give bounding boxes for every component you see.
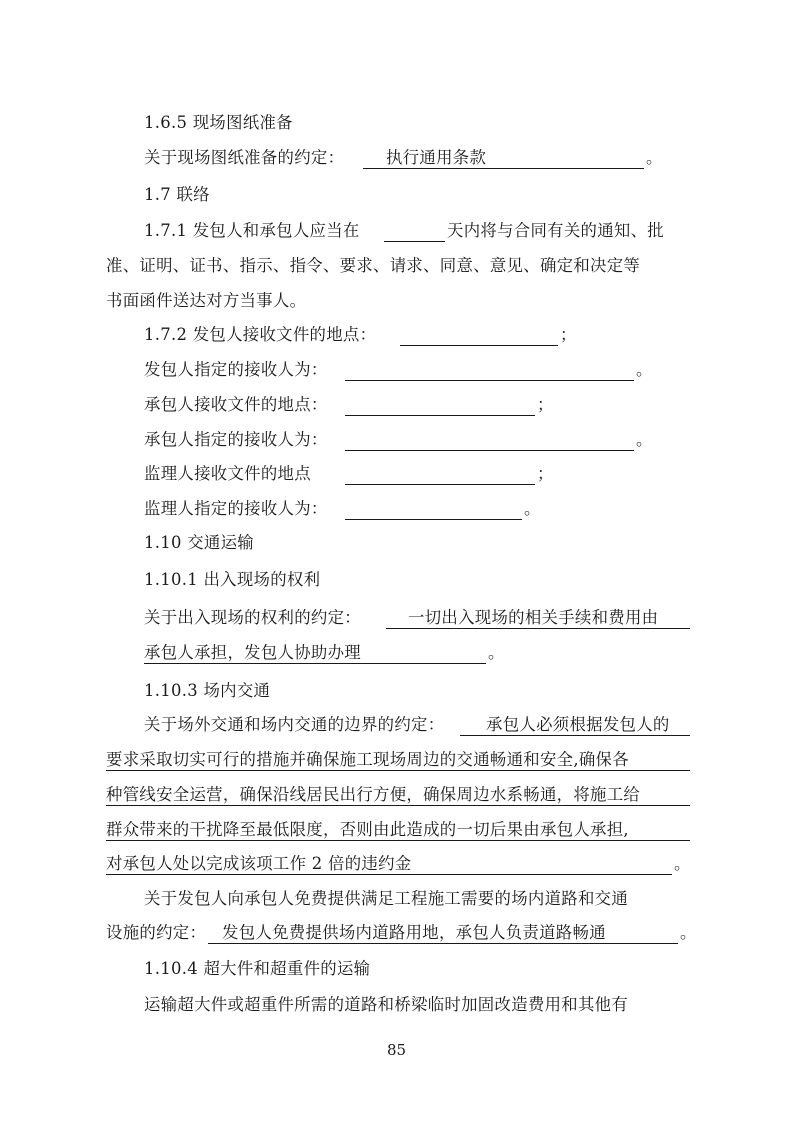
text-segment: 1.10.1 出入现场的权利 [144, 570, 321, 589]
text-segment: 一切出入现场的相关手续和费用由 [408, 608, 659, 627]
text-line [0, 390, 793, 420]
text-line [0, 355, 793, 385]
text-segment: 。 [636, 430, 653, 449]
text-segment: 对承包人处以完成该项工作 2 倍的违约金 [106, 854, 412, 873]
text-line [0, 286, 793, 316]
text-segment: 。 [636, 360, 653, 379]
fill-in-underline [345, 484, 535, 485]
text-segment: 执行通用条款 [386, 148, 487, 167]
text-line [0, 565, 793, 595]
fill-in-underline [208, 943, 678, 944]
text-segment: 。 [524, 499, 541, 518]
text-segment: 发包人指定的接收人为： [144, 360, 328, 379]
text-segment: 书面函件送达对方当事人。 [106, 291, 307, 310]
text-segment: 1.6.5 现场图纸准备 [144, 113, 293, 132]
text-line [0, 320, 793, 350]
fill-in-underline [106, 805, 690, 806]
text-segment: 1.10 交通运输 [144, 533, 254, 552]
text-segment: 群众带来的干扰降至最低限度，否则由此造成的一切后果由承包人承担, [106, 820, 629, 839]
text-line [0, 603, 793, 633]
text-line [0, 425, 793, 455]
text-line [0, 710, 793, 740]
text-segment: 1.10.3 场内交通 [144, 681, 271, 700]
fill-in-underline [106, 840, 690, 841]
text-segment: 准、证明、证书、指示、指令、要求、请求、同意、意见、确定和决定等 [106, 256, 641, 275]
fill-in-underline [460, 735, 690, 736]
text-line [0, 108, 793, 138]
text-line [0, 143, 793, 173]
fill-in-underline [386, 628, 690, 629]
text-segment: 承包人指定的接收人为： [144, 430, 328, 449]
text-line [0, 216, 793, 246]
text-segment: 1.7 联络 [144, 185, 210, 204]
text-segment: 运输超大件或超重件所需的道路和桥梁临时加固改造费用和其他有 [144, 995, 629, 1014]
text-segment: 发包人免费提供场内道路用地，承包人负责道路畅通 [222, 923, 606, 942]
text-segment: 。 [680, 923, 697, 942]
text-segment: 监理人指定的接收人为： [144, 499, 328, 518]
page-number: 85 [386, 1041, 407, 1059]
fill-in-underline [345, 450, 634, 451]
text-line [0, 990, 793, 1020]
text-segment: ； [537, 464, 554, 483]
text-segment: 关于出入现场的权利的约定： [144, 608, 361, 627]
text-segment: 关于发包人向承包人免费提供满足工程施工需要的场内道路和交通 [144, 889, 629, 908]
text-segment: 1.10.4 超大件和超重件的运输 [144, 959, 371, 978]
text-line [0, 251, 793, 281]
text-segment: 天内将与合同有关的通知、批 [447, 221, 664, 240]
fill-in-underline [106, 770, 690, 771]
fill-in-underline [400, 345, 558, 346]
fill-in-underline [345, 380, 634, 381]
text-segment: ； [560, 325, 577, 344]
text-line [0, 954, 793, 984]
fill-in-underline [345, 519, 522, 520]
text-segment: 1.7.1 发包人和承包人应当在 [144, 221, 360, 240]
text-segment: 承包人接收文件的地点： [144, 395, 328, 414]
fill-in-underline [106, 874, 672, 875]
text-line [0, 180, 793, 210]
text-segment: 。 [674, 854, 691, 873]
text-segment: 监理人接收文件的地点 [144, 464, 311, 483]
text-segment: 承包人必须根据发包人的 [486, 715, 670, 734]
text-segment: ； [537, 395, 554, 414]
text-line [0, 676, 793, 706]
text-line [0, 528, 793, 558]
text-segment: 。 [646, 148, 663, 167]
text-line [0, 884, 793, 914]
text-line [0, 494, 793, 524]
text-segment: 。 [488, 643, 505, 662]
text-segment: 种管线安全运营，确保沿线居民出行方便，确保周边水系畅通，将施工给 [106, 785, 641, 804]
text-line [0, 815, 793, 845]
fill-in-underline [384, 241, 445, 242]
text-line [0, 459, 793, 489]
text-line [0, 849, 793, 879]
fill-in-underline [345, 415, 535, 416]
text-segment: 设施的约定： [106, 923, 207, 942]
text-segment: 要求采取切实可行的措施并确保施工现场周边的交通畅通和安全,确保各 [106, 750, 629, 769]
text-segment: 1.7.2 发包人接收文件的地点： [144, 325, 377, 344]
text-segment: 关于场外交通和场内交通的边界的约定： [144, 715, 445, 734]
text-segment: 关于现场图纸准备的约定： [144, 148, 345, 167]
fill-in-underline [363, 168, 644, 169]
text-line [0, 745, 793, 775]
fill-in-underline [144, 663, 486, 664]
text-line [0, 780, 793, 810]
text-segment: 承包人承担，发包人协助办理 [144, 643, 361, 662]
text-line [0, 918, 793, 948]
text-line [0, 638, 793, 668]
